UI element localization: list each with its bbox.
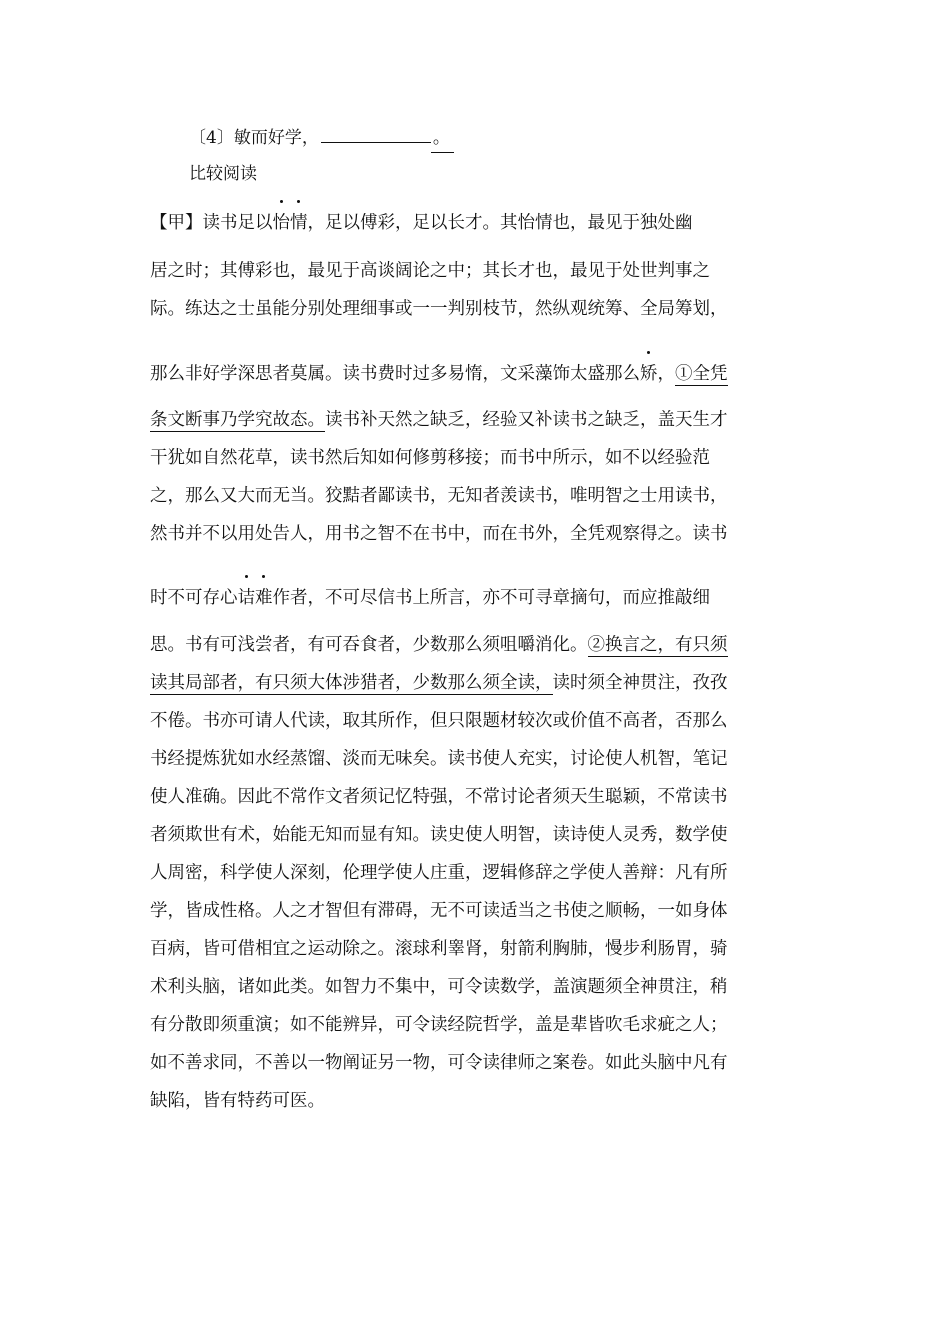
- answer-blank[interactable]: [321, 124, 431, 143]
- passage-line: 条文断事乃学究故态。读书补天然之缺乏，经验又补读书之缺乏，盖天生才: [150, 410, 728, 430]
- question-suffix: 。: [431, 124, 454, 153]
- passage-line: 术利头脑，诸如此类。如智力不集中，可令读数学，盖演题须全神贯注，稍: [150, 977, 728, 997]
- passage-line: 有分散即须重演；如不能辨异，可令读经院哲学，盖是辈皆吹毛求疵之人；: [150, 1015, 728, 1035]
- passage-line: 居之时；其傅彩也，最见于高谈阔论之中；其长才也，最见于处世判事之: [150, 261, 710, 281]
- passage-line: 时不可存心诘难作者，不可尽信书上所言，亦不可寻章摘句，而应推敲细: [150, 583, 710, 613]
- underlined-sentence-1: ①全凭: [675, 364, 728, 384]
- underlined-sentence-2: ②换言之，有只须: [587, 635, 728, 655]
- passage-line: 读其局部者，有只须大体涉猎者，少数那么须全读，读时须全神贯注，孜孜: [150, 673, 728, 693]
- emphasis-dot-char: 怡: [273, 208, 291, 238]
- passage-line: 不倦。书亦可请人代读，取其所作，但只限题材较次或价值不高者，否那么: [150, 711, 728, 731]
- passage-line: 那么非好学深思者莫属。读书费时过多易惰，文采藻饰太盛那么矫，①全凭: [150, 359, 728, 389]
- passage-line: 缺陷，皆有特药可医。: [150, 1091, 325, 1111]
- passage-line: 学，皆成性格。人之才智但有滞碍，无不可读适当之书使之顺畅，一如身体: [150, 901, 728, 921]
- passage-line: 【甲】读书足以怡情，足以傅彩，足以长才。其怡情也，最见于独处幽: [150, 208, 693, 238]
- emphasis-dot-char: 难: [255, 583, 273, 613]
- passage-line: 之，那么又大而无当。狡黠者鄙读书，无知者羡读书，唯明智之士用读书，: [150, 486, 728, 506]
- emphasis-dot-char: 情: [290, 208, 308, 238]
- passage-line: 干犹如自然花草，读书然后知如何修剪移接；而书中所示，如不以经验范: [150, 448, 710, 468]
- question-4: [189, 124, 454, 153]
- passage-line: 如不善求同，不善以一物阐证另一物，可令读律师之案卷。如此头脑中凡有: [150, 1053, 728, 1073]
- passage-line: 际。练达之士虽能分别处理细事或一一判别枝节，然纵观统筹、全局筹划，: [150, 299, 728, 319]
- question-prefix: 〔4〕敏而好学，: [189, 128, 319, 148]
- passage-line: 百病，皆可借相宜之运动除之。滚球利睾肾，射箭利胸肺，慢步利肠胃，骑: [150, 939, 728, 959]
- emphasis-dot-char: 矫: [640, 359, 658, 389]
- passage-line: 书经提炼犹如水经蒸馏、淡而无味矣。读书使人充实，讨论使人机智，笔记: [150, 749, 728, 769]
- passage-line: 使人准确。因此不常作文者须记忆特强，不常讨论者须天生聪颖，不常读书: [150, 787, 728, 807]
- passage-line: 思。书有可浅尝者，有可吞食者，少数那么须咀嚼消化。②换言之，有只须: [150, 635, 728, 655]
- passage-line: 然书并不以用处告人，用书之智不在书中，而在书外，全凭观察得之。读书: [150, 524, 728, 544]
- passage-line: 者须欺世有术，始能无知而显有知。读史使人明智，读诗使人灵秀，数学使: [150, 825, 728, 845]
- passage-line: 人周密，科学使人深刻，伦理学使人庄重，逻辑修辞之学使人善辩：凡有所: [150, 863, 728, 883]
- section-title: 比较阅读: [189, 164, 257, 184]
- emphasis-dot-char: 诘: [238, 583, 256, 613]
- underlined-sentence-2: 读其局部者，有只须大体涉猎者，少数那么须全读，: [150, 673, 553, 693]
- underlined-sentence-1: 条文断事乃学究故态。: [150, 410, 325, 430]
